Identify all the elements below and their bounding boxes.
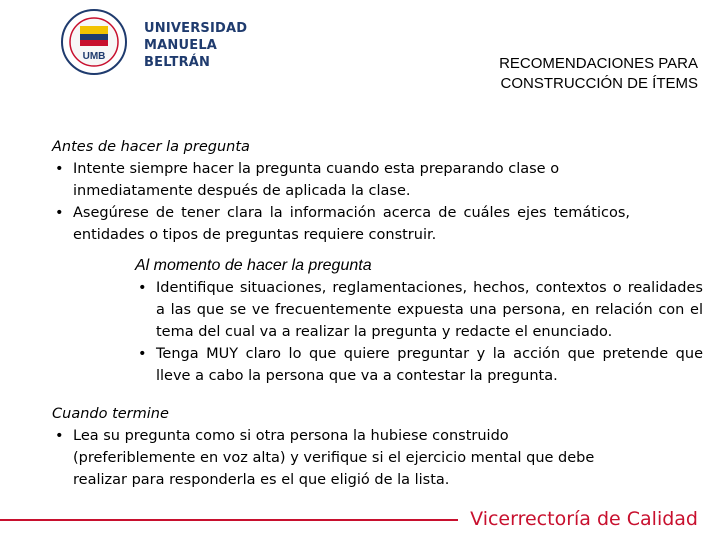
university-seal-icon <box>60 8 128 76</box>
university-name <box>144 20 260 71</box>
page-title <box>499 54 698 94</box>
footer-divider <box>0 519 458 521</box>
university-logo <box>60 8 260 80</box>
section-during <box>135 255 703 387</box>
university-name-line2: MANUELA BELTRÁN <box>144 38 218 70</box>
list-item: • Lea su pregunta como si otra persona la hubiese construido (preferiblemente en voz alta) y verifique si el ejercicio mental que debe realizar para responderla es el que eligió de la lista. <box>52 425 612 491</box>
section-after <box>52 403 612 491</box>
section-heading: Antes de hacer la pregunta <box>52 139 250 155</box>
page-title-line1: RECOMENDACIONES PARA <box>499 55 698 72</box>
list-item: • Identifique situaciones, reglamentaciones, hechos, contextos o realidades a las que se ve frecuentemente expuesta una persona, en relación con el tema del cual va a realizar la pregunta y redacte el enunciado. <box>135 277 703 343</box>
list-item: • Intente siempre hacer la pregunta cuando esta preparando clase o inmediatamente después de aplicada la clase. <box>52 158 630 202</box>
footer-label: Vicerrectoría de Calidad <box>470 508 698 530</box>
section-heading: Al momento de hacer la pregunta <box>135 257 372 274</box>
bullet-list <box>52 158 630 246</box>
section-heading: Cuando termine <box>52 406 169 422</box>
list-item: • Asegúrese de tener clara la información acerca de cuáles ejes temáticos, entidades o tipos de preguntas requiere construir. <box>52 202 630 246</box>
section-before <box>52 136 630 246</box>
seal-text: UMB <box>82 51 106 62</box>
bullet-list <box>52 425 612 491</box>
university-name-line1: UNIVERSIDAD <box>144 21 248 36</box>
list-item: • Tenga MUY claro lo que quiere preguntar y la acción que pretende que lleve a cabo la persona que va a contestar la pregunta. <box>135 343 703 387</box>
page-title-line2: CONSTRUCCIÓN DE ÍTEMS <box>500 75 698 92</box>
bullet-list <box>135 277 703 387</box>
